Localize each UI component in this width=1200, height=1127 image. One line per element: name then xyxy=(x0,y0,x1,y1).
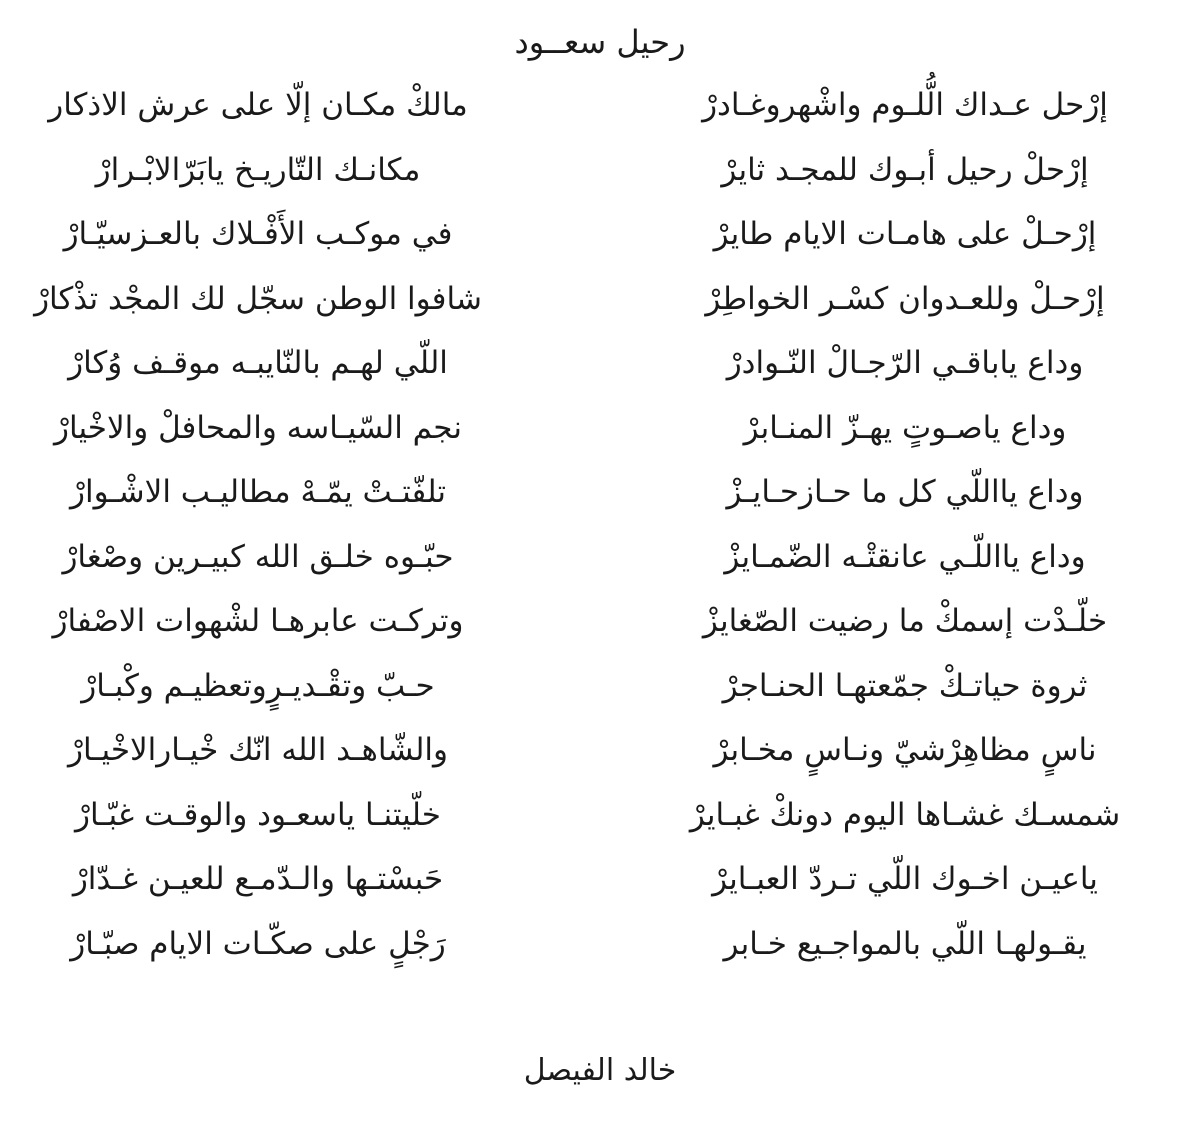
poet-name: خالد الفيصل xyxy=(523,1053,677,1088)
verse-second-hemistich: شافوا الوطن سجّل لك المجْد تذْكارْ xyxy=(34,280,482,317)
verse xyxy=(0,203,1200,268)
verse xyxy=(0,848,1200,913)
verse-second-hemistich: وتركـت عابرهـا لشْهوات الاصْفارْ xyxy=(52,603,464,639)
verse-first-hemistich: يقـولهـا اللّي بالمواجـيع خـابر xyxy=(723,925,1087,962)
verse-first-hemistich: إرْحـلْ على هامـات الايام طايرْ xyxy=(713,216,1097,252)
verse xyxy=(0,784,1200,849)
verse-second-hemistich: حَبسْتـها والـدّمـع للعيـن غـدّارْ xyxy=(72,861,444,897)
verse-first-hemistich: شمسـك غشـاها اليوم دونكْ غبـايرْ xyxy=(689,796,1121,833)
verse-second-hemistich: حبّـوه خلـق الله كبيـرين وصْغارْ xyxy=(62,538,454,575)
verse-first-hemistich: ثروة حياتـكْ جمّعتهـا الحنـاجرْ xyxy=(722,667,1088,704)
verse-second-hemistich: رَجْلٍ على صكّـات الايام صبّـارْ xyxy=(70,925,446,962)
verse xyxy=(0,268,1200,333)
verse-first-hemistich: خلّـدْت إسمكْ ما رضيت الصّغايزْ xyxy=(702,603,1108,639)
verse-second-hemistich: والشّاهـد الله انّك خْيـارالاخْيـارْ xyxy=(67,732,449,768)
verse-first-hemistich: إرْحلْ رحيل أبـوك للمجـد ثايرْ xyxy=(721,151,1089,188)
verse-first-hemistich: إرْحـلْ وللعـدوان كسْـر الخواطِرْ xyxy=(705,280,1105,317)
verse-second-hemistich: نجم السّيـاسه والمحافلْ والاخْيارْ xyxy=(54,409,462,446)
verse xyxy=(0,913,1200,978)
verse-second-hemistich: حـبّ وتقْـديـرٍوتعظيـم وكْبـارْ xyxy=(81,667,435,704)
verse xyxy=(0,526,1200,591)
verse-second-hemistich: مالكْ مكـان إلّا على عرش الاذكار xyxy=(48,87,468,123)
verse-first-hemistich: ياعيـن اخـوك اللّي تـردّ العبـايرْ xyxy=(712,861,1098,897)
verse-first-hemistich: وداع ياصـوتٍ يهـزّ المنـابرْ xyxy=(743,409,1067,446)
verse xyxy=(0,139,1200,204)
verse-second-hemistich: تلفّتـتْ يمّـهْ مطاليـب الاشْـوارْ xyxy=(69,474,446,510)
verse-second-hemistich: اللّي لهـم بالنّايبـه موقـف وُكارْ xyxy=(68,345,448,381)
verse xyxy=(0,719,1200,784)
poem-verses xyxy=(0,74,1200,977)
verse xyxy=(0,397,1200,462)
verse-first-hemistich: وداع يااللّي كل ما حـازحـايـزْ xyxy=(726,474,1084,510)
verse xyxy=(0,74,1200,139)
verse xyxy=(0,590,1200,655)
verse-second-hemistich: في موكـب الأَفْـلاك بالعـزسيّـارْ xyxy=(63,216,453,252)
verse xyxy=(0,461,1200,526)
verse xyxy=(0,332,1200,397)
verse-second-hemistich: خلّيتنـا ياسعـود والوقـت غبّـارْ xyxy=(75,796,441,833)
verse-first-hemistich: وداع يااللّـي عانقتْـه الضّمـايزْ xyxy=(724,538,1086,575)
verse xyxy=(0,655,1200,720)
verse-second-hemistich: مكانـك التّاريـخ يابَرّالابْـرارْ xyxy=(95,151,421,188)
poem-title: رحيل سعــود xyxy=(514,23,686,61)
verse-first-hemistich: وداع ياباقـي الرّجـالْ النّـوادرْ xyxy=(726,345,1084,381)
verse-first-hemistich: ناسٍ مظاهِرْشيّ ونـاسٍ مخـابرْ xyxy=(713,732,1097,768)
verse-first-hemistich: إرْحل عـداك الُّلـوم واشْهروغـادرْ xyxy=(702,87,1108,123)
